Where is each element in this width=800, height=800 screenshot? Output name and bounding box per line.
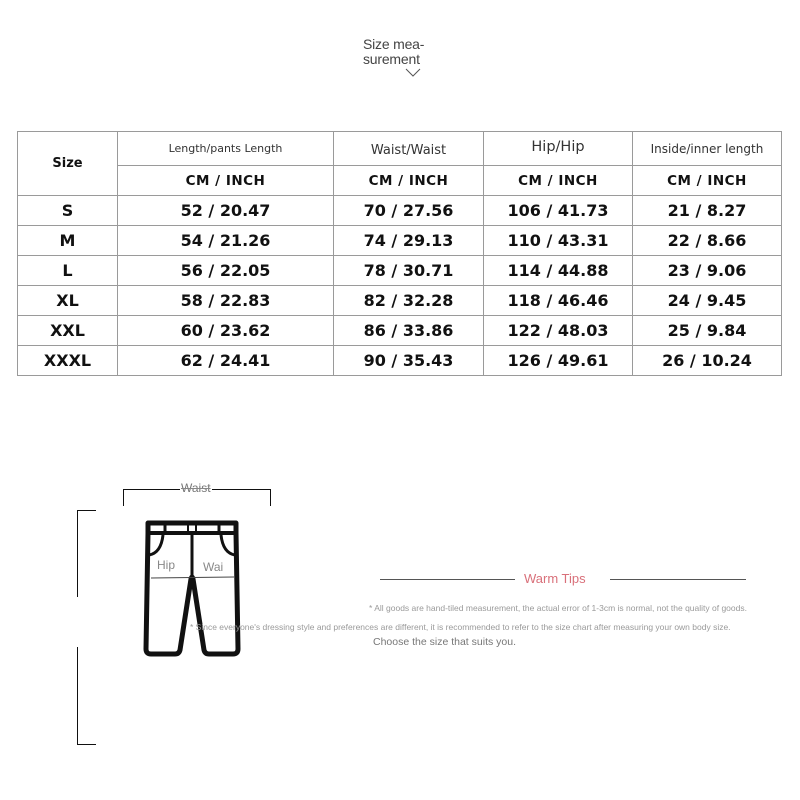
- length-bracket-top: [77, 510, 96, 597]
- size-cell: M: [18, 226, 118, 256]
- table-row: [18, 316, 782, 346]
- title-line-2: surement: [363, 51, 420, 67]
- inside-length-cell: 24 / 9.45: [633, 286, 782, 316]
- tip-text-2: * Since everyone's dressing style and preferences are different, it is recommended to refer to the size chart after measuring your own body size.: [190, 622, 731, 632]
- size-cell: XXXL: [18, 346, 118, 376]
- size-cell: XXL: [18, 316, 118, 346]
- divider-right: [610, 579, 746, 580]
- length-bracket-bottom: [77, 647, 96, 745]
- hip-cell: 118 / 46.46: [484, 286, 633, 316]
- tip-text-1: * All goods are hand-tiled measurement, the actual error of 1-3cm is normal, not the quality of goods.: [369, 603, 747, 613]
- table-row: [18, 196, 782, 226]
- hip-cell: 126 / 49.61: [484, 346, 633, 376]
- size-cell: L: [18, 256, 118, 286]
- column-header-length: Length/pants Length: [118, 132, 334, 166]
- page-title: [363, 37, 473, 67]
- hip-cell: 114 / 44.88: [484, 256, 633, 286]
- table-row: [18, 346, 782, 376]
- length-cell: 56 / 22.05: [118, 256, 334, 286]
- waist-label: Waist: [181, 481, 211, 495]
- waist-cell: 78 / 30.71: [334, 256, 484, 286]
- size-column-header: Size: [18, 132, 118, 196]
- wai-label: Wai: [203, 560, 224, 574]
- waist-cell: 74 / 29.13: [334, 226, 484, 256]
- inside-length-cell: 25 / 9.84: [633, 316, 782, 346]
- warm-tips-title: Warm Tips: [524, 571, 586, 586]
- waist-cell: 70 / 27.56: [334, 196, 484, 226]
- waist-cell: 86 / 33.86: [334, 316, 484, 346]
- table-header-row: [18, 132, 782, 166]
- pants-icon: [143, 519, 241, 659]
- length-cell: 54 / 21.26: [118, 226, 334, 256]
- waist-cell: 90 / 35.43: [334, 346, 484, 376]
- length-cell: 62 / 24.41: [118, 346, 334, 376]
- size-chart-table: [17, 131, 782, 376]
- unit-label: CM / INCH: [484, 166, 633, 196]
- waist-cell: 82 / 32.28: [334, 286, 484, 316]
- table-row: [18, 286, 782, 316]
- length-cell: 52 / 20.47: [118, 196, 334, 226]
- table-row: [18, 256, 782, 286]
- column-header-waist: Waist/Waist: [334, 132, 484, 166]
- hip-cell: 122 / 48.03: [484, 316, 633, 346]
- inside-length-cell: 22 / 8.66: [633, 226, 782, 256]
- hip-label: Hip: [157, 558, 176, 572]
- table-row: [18, 226, 782, 256]
- inside-length-cell: 23 / 9.06: [633, 256, 782, 286]
- divider-left: [380, 579, 515, 580]
- chevron-down-icon: [405, 68, 421, 78]
- size-cell: XL: [18, 286, 118, 316]
- tip-text-3: Choose the size that suits you.: [373, 636, 516, 648]
- column-header-inside-length: Inside/inner length: [633, 132, 782, 166]
- unit-label: CM / INCH: [118, 166, 334, 196]
- title-line-1: Size mea-: [363, 36, 425, 52]
- hip-cell: 106 / 41.73: [484, 196, 633, 226]
- column-header-hip: Hip/Hip: [484, 132, 633, 166]
- length-cell: 60 / 23.62: [118, 316, 334, 346]
- inside-length-cell: 21 / 8.27: [633, 196, 782, 226]
- inside-length-cell: 26 / 10.24: [633, 346, 782, 376]
- unit-label: CM / INCH: [334, 166, 484, 196]
- unit-label: CM / INCH: [633, 166, 782, 196]
- table-unit-row: [18, 166, 782, 196]
- hip-cell: 110 / 43.31: [484, 226, 633, 256]
- length-cell: 58 / 22.83: [118, 286, 334, 316]
- size-cell: S: [18, 196, 118, 226]
